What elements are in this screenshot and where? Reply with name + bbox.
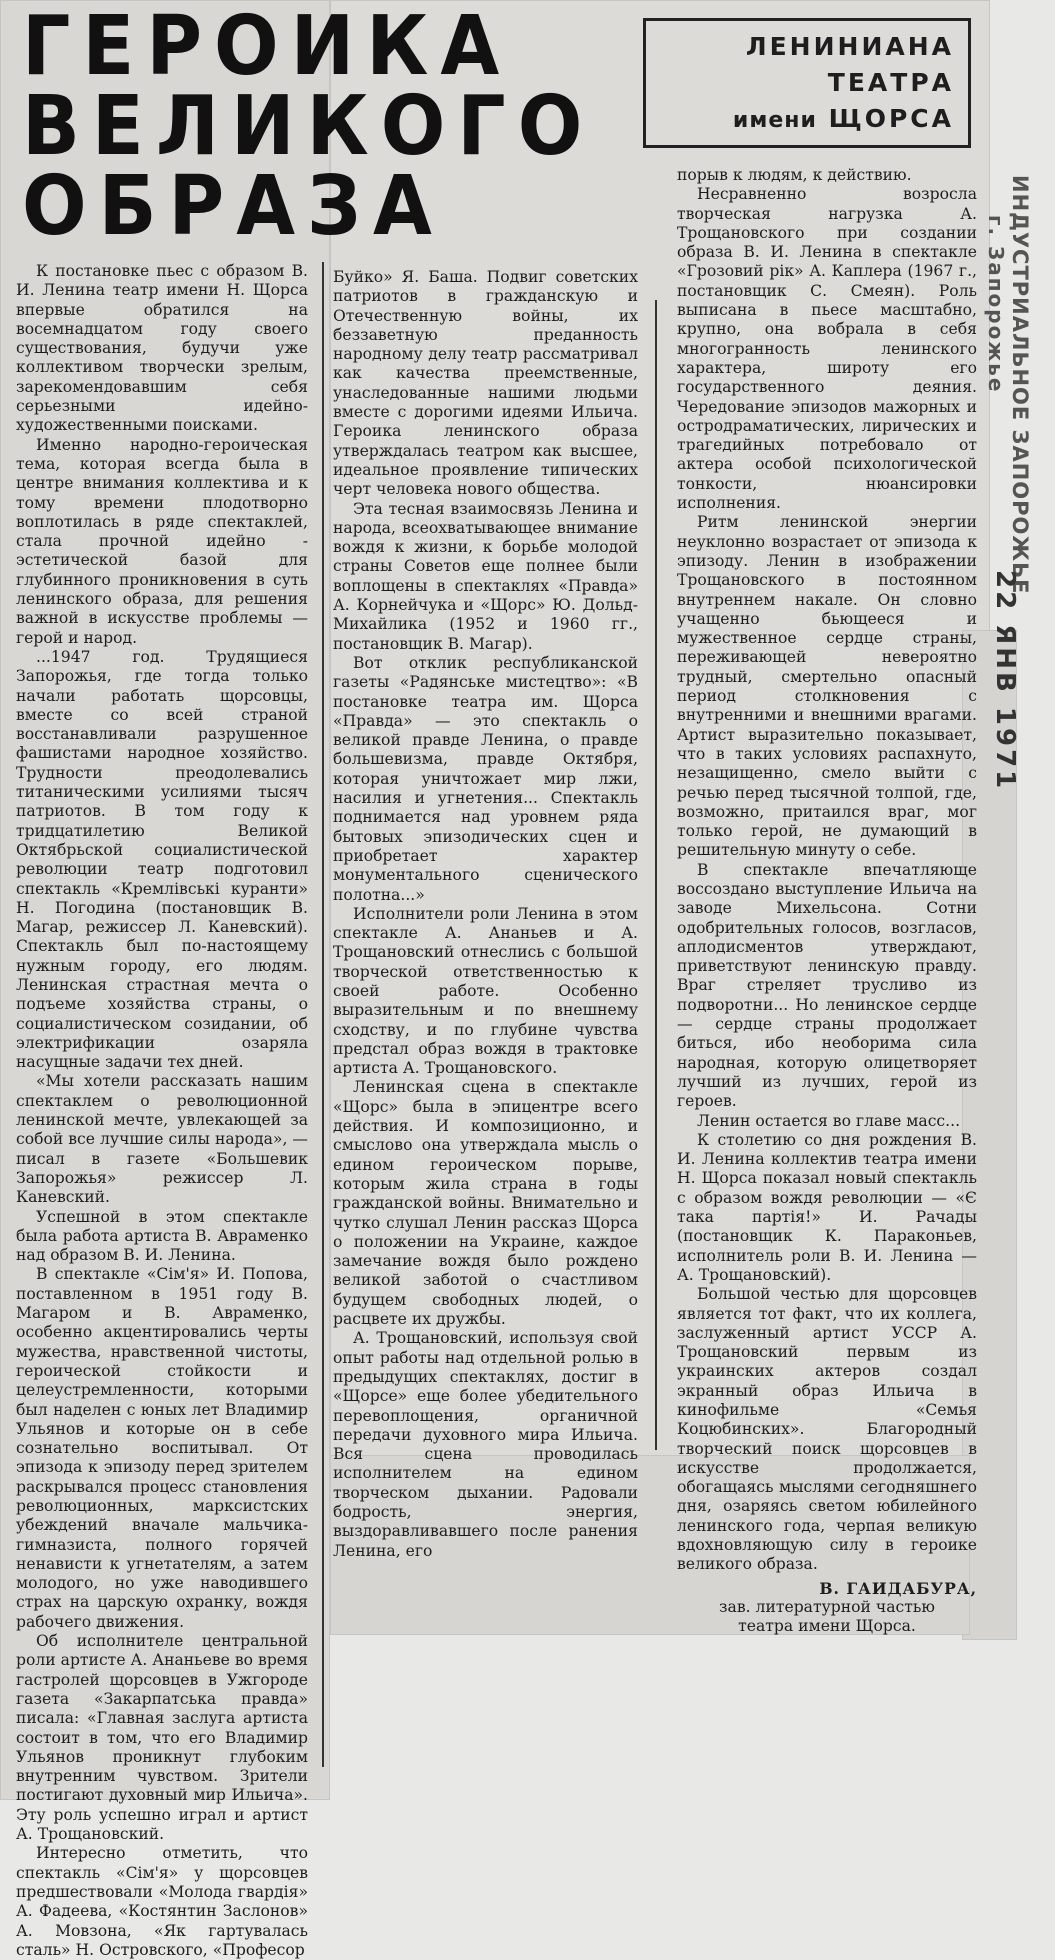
paragraph: ...1947 год. Трудящиеся Запорожья, где тогда только начали работать щорсовцы, вместе со всей страной восстанавливали разрушенное фашистами народное хозяйство. Трудности преодолевались титаническими усилиями тысяч патриотов. В том году к тридцатилетию Великой Октябрьской социалистической революции театр подготовил спектакль «Кремлівські куранти» Н. Погодина (постановщик В. Магар, режиссер Л. Каневский). Спектакль был по-настоящему нужным городу, его людям. Ленинская страстная мечта о подъеме хозяйства страны, о социалистическом созидании, об электрификации озаряла насущные задачи тех дней.	[16, 647, 308, 1072]
stamp-city: г. Запорожье	[984, 215, 1008, 394]
paragraph: Ленинская сцена в спектакле «Щорс» была в эпицентре всего действия. И композиционно, и смыслово она утверждала мысль о едином героическом порыве, которым жила страна в годы гражданской войны. Внимательно и чутко слушал Ленин рассказ Щорса о положении на Украине, каждое замечание вождя было рождено великой заботой о счастливом будущем свободных людей, о расцвете их дружбы.	[333, 1078, 638, 1329]
column-divider	[322, 262, 324, 1767]
article-column-1	[16, 262, 308, 1960]
rubric-word: имени	[732, 108, 817, 133]
archive-stamp	[984, 175, 1038, 805]
paragraph: Успешной в этом спектакле была работа артиста В. Авраменко над образом В. И. Ленина.	[16, 1207, 308, 1265]
paragraph: Буйко» Я. Баша. Подвиг советских патриотов в гражданскую и Отечественную войны, их беззаветную преданность народному делу театр рассматривал как качества преемственные, унаследованные нашими людьми вместе с дорогими идеями Ильича. Героика ленинского образа утверждалась театром как высшее, идеальное проявление типических черт человека нового общества.	[333, 268, 638, 499]
rubric-word: ЩОРСА	[828, 104, 954, 133]
rubric-line: ТЕАТРА	[827, 68, 954, 97]
section-rubric-box	[643, 18, 971, 148]
paragraph: К столетию со дня рождения В. И. Ленина коллектив театра имени Н. Щорса показал новый спектакль с образом вождя революции — «Є така партія!» И. Рачады (постановщик К. Параконьев, исполнитель роли В. И. Ленина — А. Трощановский).	[677, 1130, 977, 1284]
headline-line: ГЕРОИКА	[22, 0, 512, 94]
author-role: театра имени Щорса.	[738, 1617, 916, 1636]
paragraph: Об исполнителе центральной роли артисте А. Ананьеве во время гастролей щорсовцев в Ужгороде газета «Закарпатська правда» писала: «Главная заслуга артиста состоит в том, что его Владимир Ульянов проникнут глубоким внутренним чувством. Зрители постигают духовный мир Ильича». Эту роль успешно играл и артист А. Трощановский.	[16, 1632, 308, 1844]
paragraph: Исполнители роли Ленина в этом спектакле А. Ананьев и А. Трощановский отнеслись с большой творческой ответственностью к своей работе. Особенно выразительным и по внешнему сходству, и по глубине чувства предстал образ вождя в трактовке артиста А. Трощановского.	[333, 904, 638, 1078]
paragraph: Именно народно-героическая тема, которая всегда была в центре внимания коллектива и к тому времени плодотворно воплотилась в ряде спектаклей, стала прочной идейно - эстетической базой для глубинного проникновения в суть ленинского образа, для решения важной в искусстве проблемы — герой и народ.	[16, 435, 308, 647]
author-signature: В. ГАИДАБУРА,	[819, 1578, 977, 1598]
rubric-line: ЛЕНИНИАНА	[745, 32, 954, 61]
paragraph: порыв к людям, к действию.	[677, 166, 912, 184]
rubric-line	[646, 101, 954, 139]
article-column-2	[333, 268, 638, 1561]
paragraph: Вот отклик республиканской газеты «Радянське мистецтво»: «В постановке театра им. Щорса «Правда» — это спектакль о великой правде Ленина, о правде большевизма, правде Октября, которая уничтожает мир лжи, насилия и угнетения... Спектакль поднимается над уровнем ряда бытовых эпизодических сцен и приобретает характер монументального сценического полотна...»	[333, 653, 638, 904]
paragraph: Эта тесная взаимосвязь Ленина и народа, всеохватывающее внимание вождя к жизни, к борьбе молодой страны Советов еще полнее были воплощены в спектаклях «Правда» А. Корнейчука и «Щорс» Ю. Дольд-Михайлика (1952 и 1960 гг., постановщик В. Магар).	[333, 499, 638, 653]
paragraph: Ленин остается во главе масс...	[697, 1111, 961, 1130]
paragraph: В спектакле впечатляюще воссоздано выступление Ильича на заводе Михельсона. Сотни одобрительных голосов, возгласов, аплодисментов утверждают, приветствуют ленинскую правду. Враг стреляет трусливо из подворотни... Но ленинское сердце — сердце страны продолжает биться, ибо необорима сила народная, которую олицетворяет лучший из лучших, герой из героев.	[677, 860, 977, 1111]
headline-line: ОБРАЗА	[22, 157, 444, 254]
column-divider	[655, 300, 657, 1450]
paragraph: Интересно отметить, что спектакль «Сім'я» у щорсовцев предшествовали «Молода гвардія» А. Фадеева, «Костянтин Заслонов» А. Мовзона, «Як гартувалась сталь» Н. Островского, «Професор	[16, 1844, 308, 1959]
paragraph: К постановке пьес с образом В. И. Ленина театр имени Н. Щорса впервые обратился на восемнадцатом году своего существования, будучи уже коллективом творчески зрелым, зарекомендовавшим себя серьезными идейно-художественными поисками.	[16, 262, 308, 435]
stamp-newspaper-name: ИНДУСТРИАЛЬНОЕ ЗАПОРОЖЬЕ	[1008, 175, 1032, 595]
paragraph: А. Трощановский, используя свой опыт работы над отдельной ролью в предыдущих спектаклях, достиг в «Щорсе» еще более убедительного перевоплощения, органичной передачи духовного мира Ильича. Вся сцена проводилась исполнителем на едином творческом дыхании. Радовали бодрость, энергия, выздоравливавшего после ранения Ленина, его	[333, 1329, 638, 1560]
stamp-date: 22 ЯНВ 1971	[990, 570, 1020, 792]
article-column-3	[677, 166, 977, 1637]
paragraph: В спектакле «Сім'я» И. Попова, поставленном в 1951 году В. Магаром и В. Авраменко, особенно акцентировались черты мужества, нравственной чистоты, героической стойкости и целеустремленности, которыми был наделен с юных лет Владимир Ульянов и которые он в себе сознательно воспитывал. От эпизода к эпизоду перед зрителем раскрывался процесс становления революционных, марксистских убеждений вначале мальчика-гимназиста, полного горячей ненависти к угнетателям, а затем молодого, но уже наводившего страх на царскую охранку, вождя рабочего движения.	[16, 1265, 308, 1631]
author-role: зав. литературной частью	[719, 1597, 935, 1616]
paragraph: Большой честью для щорсовцев является тот факт, что их коллега, заслуженный артист УССР А. Трощановский первым из украинских актеров создал экранный образ Ильича в кинофильме «Семья Коцюбинских». Благородный творческий поиск щорсовцев в искусстве продолжается, обогащаясь мыслями сегодняшнего дня, озаряясь светом юбилейного ленинского года, черпая великую вдохновляющую силу в героике великого образа.	[677, 1285, 977, 1574]
paragraph: Несравненно возросла творческая нагрузка А. Трощановского при создании образа В. И. Ленина в спектакле «Грозовий рік» А. Каплера (1967 г., постановщик С. Смеян). Роль выписана в пьесе масштабно, крупно, она вобрала в себя многогранность ленинского характера, широту его государственного деяния. Чередование эпизодов мажорных и остродраматических, лирических и трагедийных потребовало от актера особой психологической тонкости, нюансировки исполнения.	[677, 185, 977, 513]
headline	[22, 0, 595, 254]
paragraph: Ритм ленинской энергии неуклонно возрастает от эпизода к эпизоду. Ленин в изображении Трощановского в постоянном внутреннем накале. Он словно учащенно бьющееся и мужественное сердце страны, переживающей невероятно трудный, смертельно опасный период столкновения с внутренними и внешними врагами. Артист выразительно показывает, что в таких условиях распахнуто, незащищенно, смело выйти с речью перед тысячной толпой, где, возможно, притаился враг, мог только герой, не думающий в решительную минуту о себе.	[677, 513, 977, 860]
paragraph: «Мы хотели рассказать нашим спектаклем о революционной ленинской мечте, увлекающей за собой все лучшие силы народа», — писал в газете «Большевик Запорожья» режиссер Л. Каневский.	[16, 1072, 308, 1207]
headline-line: ВЕЛИКОГО	[22, 77, 595, 174]
